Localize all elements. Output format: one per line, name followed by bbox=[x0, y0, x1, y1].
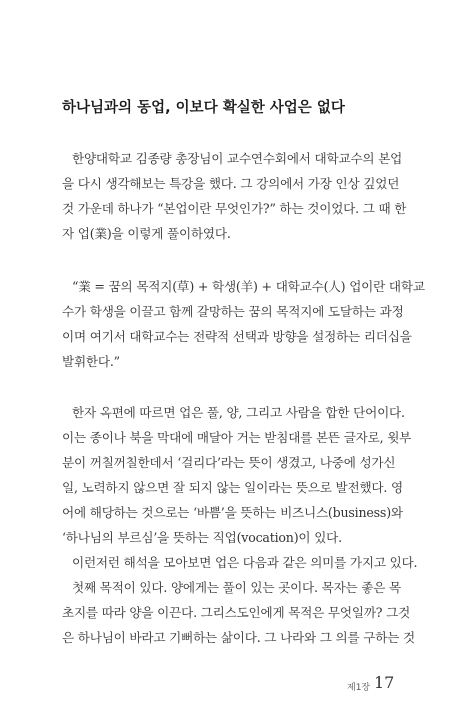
quote-line: 수가 학생을 이끌고 함께 갈망하는 꿈의 목적지에 도달하는 과정 bbox=[62, 304, 404, 319]
paragraph-line: 초지를 따라 양을 이끈다. 그리스도인에게 목적은 무엇일까? 그것 bbox=[62, 605, 411, 620]
page-number: 17 bbox=[374, 673, 395, 692]
paragraph-line: 을 다시 생각해보는 특강을 했다. 그 강의에서 가장 인상 깊었던 bbox=[62, 176, 400, 191]
quote-line: 발휘한다.” bbox=[62, 354, 120, 369]
quote-line: 이며 여기서 대학교수는 전략적 선택과 방향을 설정하는 리더십을 bbox=[62, 329, 412, 344]
paragraph-line: 이런저런 해석을 모아보면 업은 다음과 같은 의미를 가지고 있다. bbox=[72, 555, 418, 570]
paragraph-line: 일, 노력하지 않으면 잘 되지 않는 일이라는 뜻으로 발전했다. 영 bbox=[62, 480, 403, 495]
paragraph-line: 이는 종이나 북을 막대에 매달아 거는 받침대를 본뜬 글자로, 윗부 bbox=[62, 430, 412, 445]
paragraph-line: 어에 해당하는 것으로는 ‘바쁨’을 뜻하는 비즈니스(business)와 bbox=[62, 505, 403, 520]
paragraph-line: 분이 꺼칠꺼칠한데서 ‘걸리다’라는 뜻이 생겼고, 나중에 성가신 bbox=[62, 455, 396, 470]
paragraph-line: 은 하나님이 바라고 기뻐하는 삶이다. 그 나라와 그 의를 구하는 것 bbox=[62, 630, 415, 645]
paragraph-line: 한양대학교 김종량 총장님이 교수연수회에서 대학교수의 본업 bbox=[72, 151, 403, 166]
paragraph-line: 첫째 목적이 있다. 양에게는 풀이 있는 곳이다. 목자는 좋은 목 bbox=[72, 580, 402, 595]
paragraph-line: 한자 옥편에 따르면 업은 풀, 양, 그리고 사람을 합한 단어이다. bbox=[72, 405, 405, 420]
section-heading: 하나님과의 동업, 이보다 확실한 사업은 없다 bbox=[62, 100, 345, 116]
quote-line: “業 = 꿈의 목적지(草) + 학생(羊) + 대학교수(人) 업이란 대학교 bbox=[72, 279, 425, 294]
paragraph-line: ‘하나님의 부르심’을 뜻하는 직업(vocation)이 있다. bbox=[62, 530, 342, 545]
paragraph-line: 자 업(業)을 이렇게 풀이하였다. bbox=[62, 226, 231, 241]
chapter-label: 제1장 bbox=[347, 683, 371, 693]
paragraph-line: 것 가운데 하나가 “본업이란 무엇인가?” 하는 것이었다. 그 때 한 bbox=[62, 201, 407, 216]
